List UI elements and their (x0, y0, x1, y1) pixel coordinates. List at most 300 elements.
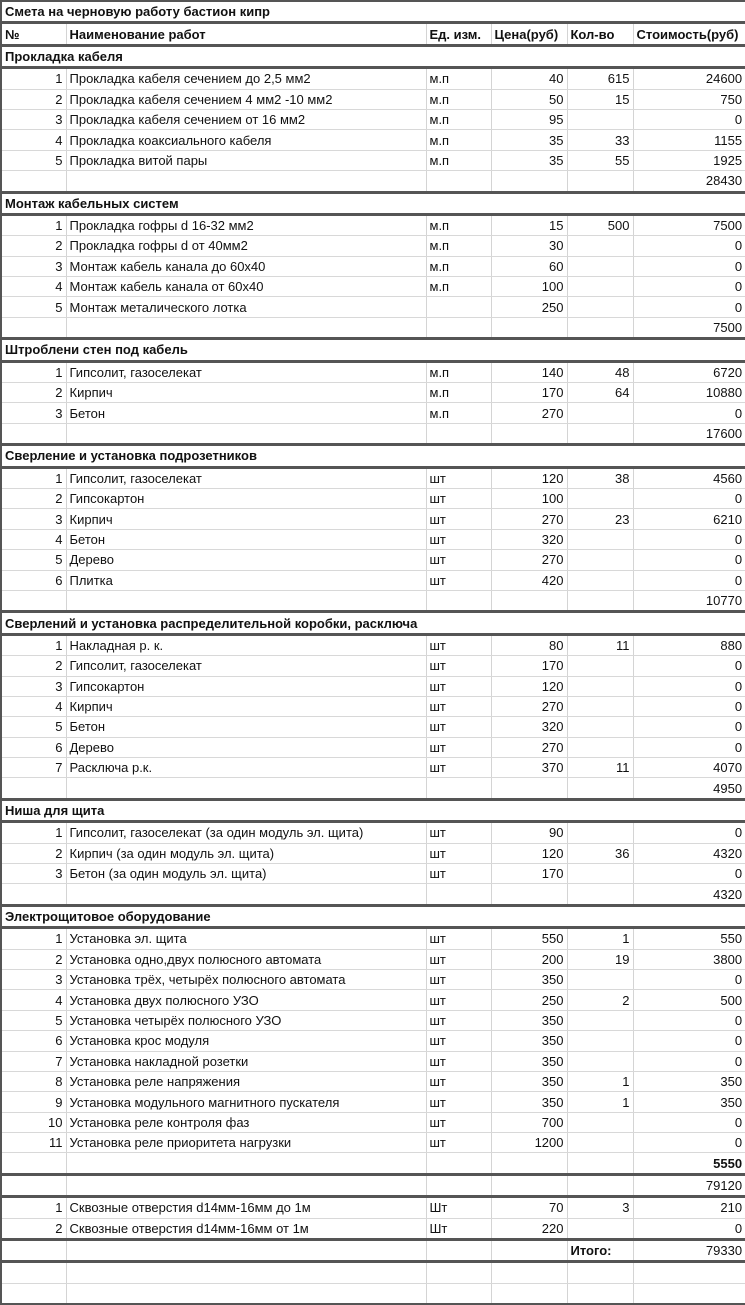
cell-price[interactable]: 350 (491, 1051, 567, 1071)
cell-num[interactable]: 2 (1, 843, 66, 863)
cell-qty[interactable]: 19 (567, 949, 633, 969)
cell-qty[interactable] (567, 277, 633, 297)
cell-qty[interactable] (567, 1031, 633, 1051)
empty-cell[interactable] (426, 884, 491, 905)
cell-price[interactable]: 370 (491, 758, 567, 778)
cell-unit[interactable]: шт (426, 1031, 491, 1051)
section-title[interactable]: Прокладка кабеля (1, 45, 745, 67)
empty-cell[interactable] (491, 1240, 567, 1262)
empty-cell[interactable] (426, 423, 491, 444)
cell-qty[interactable]: 615 (567, 68, 633, 89)
cell-unit[interactable]: шт (426, 1071, 491, 1091)
cell-name[interactable]: Гипсокартон (66, 488, 426, 508)
empty-cell[interactable] (1, 778, 66, 799)
cell-qty[interactable]: 38 (567, 467, 633, 488)
cell-unit[interactable]: шт (426, 696, 491, 716)
cell-name[interactable]: Кирпич (66, 383, 426, 403)
cell-num[interactable]: 2 (1, 949, 66, 969)
cell-qty[interactable] (567, 1010, 633, 1030)
cell-qty[interactable]: 11 (567, 634, 633, 655)
cell-name[interactable]: Расключа р.к. (66, 758, 426, 778)
empty-cell[interactable] (66, 884, 426, 905)
cell-qty[interactable] (567, 109, 633, 129)
cell-cost[interactable]: 0 (633, 1133, 745, 1153)
cell-name[interactable]: Прокладка витой пары (66, 150, 426, 170)
section-title[interactable]: Ниша для щита (1, 799, 745, 821)
empty-cell[interactable] (567, 171, 633, 192)
cell-num[interactable]: 1 (1, 68, 66, 89)
cell-name[interactable]: Плитка (66, 570, 426, 590)
cell-price[interactable]: 120 (491, 843, 567, 863)
empty-cell[interactable] (426, 1283, 491, 1304)
cell-unit[interactable]: шт (426, 529, 491, 549)
cell-cost[interactable]: 210 (633, 1197, 745, 1218)
cell-cost[interactable]: 0 (633, 570, 745, 590)
cell-qty[interactable] (567, 570, 633, 590)
cell-unit[interactable]: м.п (426, 109, 491, 129)
cell-unit[interactable]: шт (426, 570, 491, 590)
cell-cost[interactable]: 6720 (633, 361, 745, 382)
cell-qty[interactable]: 23 (567, 509, 633, 529)
header-num[interactable]: № (1, 23, 66, 45)
cell-qty[interactable]: 2 (567, 990, 633, 1010)
cell-cost[interactable]: 0 (633, 717, 745, 737)
cell-cost[interactable]: 550 (633, 928, 745, 949)
cell-name[interactable]: Кирпич (за один модуль эл. щита) (66, 843, 426, 863)
cell-cost[interactable]: 4560 (633, 467, 745, 488)
cell-price[interactable]: 270 (491, 403, 567, 423)
cell-price[interactable]: 700 (491, 1112, 567, 1132)
cell-price[interactable]: 30 (491, 236, 567, 256)
cell-qty[interactable]: 1 (567, 1071, 633, 1091)
empty-cell[interactable] (567, 1262, 633, 1283)
cell-qty[interactable] (567, 236, 633, 256)
cell-unit[interactable]: шт (426, 1010, 491, 1030)
cell-qty[interactable] (567, 656, 633, 676)
cell-unit[interactable]: шт (426, 990, 491, 1010)
cell-name[interactable]: Накладная р. к. (66, 634, 426, 655)
cell-price[interactable]: 120 (491, 676, 567, 696)
cell-num[interactable]: 6 (1, 737, 66, 757)
cell-price[interactable]: 350 (491, 1010, 567, 1030)
cell-name[interactable]: Прокладка коаксиального кабеля (66, 130, 426, 150)
cell-price[interactable]: 140 (491, 361, 567, 382)
cell-unit[interactable]: шт (426, 656, 491, 676)
cell-qty[interactable] (567, 737, 633, 757)
empty-cell[interactable] (567, 317, 633, 338)
cell-num[interactable]: 3 (1, 109, 66, 129)
section-title[interactable]: Сверлений и установка распределительной коробки, расключа (1, 612, 745, 634)
cell-price[interactable]: 270 (491, 550, 567, 570)
empty-cell[interactable] (66, 171, 426, 192)
cell-num[interactable]: 4 (1, 277, 66, 297)
cell-name[interactable]: Прокладка кабеля сечением до 2,5 мм2 (66, 68, 426, 89)
cell-name[interactable]: Установка накладной розетки (66, 1051, 426, 1071)
cell-cost[interactable]: 0 (633, 656, 745, 676)
cell-price[interactable]: 60 (491, 256, 567, 276)
empty-cell[interactable] (426, 317, 491, 338)
cell-name[interactable]: Установка реле контроля фаз (66, 1112, 426, 1132)
cell-num[interactable]: 11 (1, 1133, 66, 1153)
empty-cell[interactable] (491, 317, 567, 338)
cell-unit[interactable]: шт (426, 843, 491, 863)
cell-unit[interactable] (426, 297, 491, 317)
cell-qty[interactable] (567, 403, 633, 423)
cell-name[interactable]: Гипсолит, газоселекат (66, 361, 426, 382)
cell-name[interactable]: Установка крос модуля (66, 1031, 426, 1051)
cell-qty[interactable]: 500 (567, 214, 633, 235)
section-subtotal[interactable]: 28430 (633, 171, 745, 192)
cell-qty[interactable]: 3 (567, 1197, 633, 1218)
cell-price[interactable]: 170 (491, 383, 567, 403)
header-cost[interactable]: Стоимость(руб) (633, 23, 745, 45)
cell-num[interactable]: 4 (1, 696, 66, 716)
cell-cost[interactable]: 6210 (633, 509, 745, 529)
cell-num[interactable]: 3 (1, 864, 66, 884)
cell-unit[interactable]: м.п (426, 68, 491, 89)
header-unit[interactable]: Ед. изм. (426, 23, 491, 45)
cell-qty[interactable] (567, 1133, 633, 1153)
empty-cell[interactable] (567, 778, 633, 799)
cell-cost[interactable]: 0 (633, 297, 745, 317)
empty-cell[interactable] (426, 1240, 491, 1262)
cell-price[interactable]: 1200 (491, 1133, 567, 1153)
empty-cell[interactable] (491, 423, 567, 444)
cell-cost[interactable]: 0 (633, 676, 745, 696)
cell-name[interactable]: Гипсолит, газоселекат (за один модуль эл. щита) (66, 822, 426, 843)
cell-name[interactable]: Прокладка кабеля сечением 4 мм2 -10 мм2 (66, 89, 426, 109)
cell-qty[interactable] (567, 676, 633, 696)
empty-cell[interactable] (567, 884, 633, 905)
cell-unit[interactable]: шт (426, 467, 491, 488)
section-title[interactable]: Электрощитовое оборудование (1, 905, 745, 927)
cell-unit[interactable]: шт (426, 488, 491, 508)
cell-num[interactable]: 7 (1, 1051, 66, 1071)
grand-total[interactable]: 79120 (633, 1174, 745, 1196)
cell-cost[interactable]: 350 (633, 1092, 745, 1112)
header-qty[interactable]: Кол-во (567, 23, 633, 45)
cell-price[interactable]: 250 (491, 990, 567, 1010)
empty-cell[interactable] (66, 1174, 426, 1196)
cell-qty[interactable] (567, 529, 633, 549)
cell-qty[interactable] (567, 488, 633, 508)
cell-num[interactable]: 7 (1, 758, 66, 778)
cell-unit[interactable]: Шт (426, 1197, 491, 1218)
empty-cell[interactable] (66, 590, 426, 611)
cell-cost[interactable]: 0 (633, 1051, 745, 1071)
empty-cell[interactable] (426, 1153, 491, 1174)
section-title[interactable]: Монтаж кабельных систем (1, 192, 745, 214)
empty-cell[interactable] (1, 423, 66, 444)
cell-qty[interactable] (567, 1218, 633, 1239)
cell-cost[interactable]: 750 (633, 89, 745, 109)
empty-cell[interactable] (66, 1262, 426, 1283)
empty-cell[interactable] (1, 590, 66, 611)
empty-cell[interactable] (633, 1283, 745, 1304)
cell-unit[interactable]: шт (426, 758, 491, 778)
cell-unit[interactable]: Шт (426, 1218, 491, 1239)
section-title[interactable]: Штроблени стен под кабель (1, 339, 745, 361)
cell-qty[interactable]: 1 (567, 928, 633, 949)
cell-cost[interactable]: 10880 (633, 383, 745, 403)
cell-unit[interactable]: шт (426, 1112, 491, 1132)
cell-cost[interactable]: 0 (633, 969, 745, 989)
cell-price[interactable]: 100 (491, 488, 567, 508)
cell-unit[interactable]: м.п (426, 130, 491, 150)
cell-name[interactable]: Установка модульного магнитного пускателя (66, 1092, 426, 1112)
cell-name[interactable]: Сквозные отверстия d14мм-16мм от 1м (66, 1218, 426, 1239)
cell-cost[interactable]: 0 (633, 529, 745, 549)
cell-cost[interactable]: 0 (633, 1112, 745, 1132)
cell-name[interactable]: Дерево (66, 737, 426, 757)
cell-unit[interactable]: м.п (426, 383, 491, 403)
section-subtotal[interactable]: 4320 (633, 884, 745, 905)
cell-name[interactable]: Бетон (66, 717, 426, 737)
cell-price[interactable]: 420 (491, 570, 567, 590)
cell-num[interactable]: 9 (1, 1092, 66, 1112)
cell-price[interactable]: 35 (491, 150, 567, 170)
cell-num[interactable]: 2 (1, 236, 66, 256)
cell-price[interactable]: 250 (491, 297, 567, 317)
cell-num[interactable]: 3 (1, 676, 66, 696)
cell-name[interactable]: Гипсолит, газоселекат (66, 656, 426, 676)
cell-name[interactable]: Прокладка гофры d от 40мм2 (66, 236, 426, 256)
cell-name[interactable]: Сквозные отверстия d14мм-16мм до 1м (66, 1197, 426, 1218)
cell-cost[interactable]: 0 (633, 256, 745, 276)
cell-num[interactable]: 1 (1, 928, 66, 949)
cell-price[interactable]: 120 (491, 467, 567, 488)
cell-qty[interactable] (567, 1051, 633, 1071)
empty-cell[interactable] (66, 1153, 426, 1174)
cell-unit[interactable]: м.п (426, 236, 491, 256)
cell-cost[interactable]: 0 (633, 403, 745, 423)
cell-num[interactable]: 1 (1, 1197, 66, 1218)
cell-num[interactable]: 6 (1, 1031, 66, 1051)
empty-cell[interactable] (66, 1240, 426, 1262)
cell-name[interactable]: Установка двух полюсного УЗО (66, 990, 426, 1010)
cell-num[interactable]: 2 (1, 1218, 66, 1239)
cell-price[interactable]: 40 (491, 68, 567, 89)
empty-cell[interactable] (491, 171, 567, 192)
cell-price[interactable]: 95 (491, 109, 567, 129)
cell-name[interactable]: Гипсолит, газоселекат (66, 467, 426, 488)
cell-name[interactable]: Бетон (66, 529, 426, 549)
empty-cell[interactable] (66, 317, 426, 338)
cell-unit[interactable]: шт (426, 928, 491, 949)
empty-cell[interactable] (66, 1283, 426, 1304)
cell-num[interactable]: 2 (1, 488, 66, 508)
cell-price[interactable]: 350 (491, 969, 567, 989)
cell-name[interactable]: Установка трёх, четырёх полюсного автомата (66, 969, 426, 989)
cell-qty[interactable]: 15 (567, 89, 633, 109)
cell-cost[interactable]: 7500 (633, 214, 745, 235)
empty-cell[interactable] (1, 171, 66, 192)
cell-num[interactable]: 4 (1, 130, 66, 150)
cell-qty[interactable] (567, 864, 633, 884)
cell-name[interactable]: Установка четырёх полюсного УЗО (66, 1010, 426, 1030)
cell-unit[interactable]: м.п (426, 89, 491, 109)
cell-num[interactable]: 3 (1, 509, 66, 529)
cell-name[interactable]: Монтаж металического лотка (66, 297, 426, 317)
cell-price[interactable]: 550 (491, 928, 567, 949)
header-price[interactable]: Цена(руб) (491, 23, 567, 45)
cell-price[interactable]: 80 (491, 634, 567, 655)
cell-name[interactable]: Установка эл. щита (66, 928, 426, 949)
cell-qty[interactable] (567, 969, 633, 989)
section-subtotal[interactable]: 7500 (633, 317, 745, 338)
cell-cost[interactable]: 0 (633, 1010, 745, 1030)
empty-cell[interactable] (491, 1174, 567, 1196)
cell-cost[interactable]: 3800 (633, 949, 745, 969)
cell-price[interactable]: 50 (491, 89, 567, 109)
cell-unit[interactable]: м.п (426, 256, 491, 276)
empty-cell[interactable] (491, 1262, 567, 1283)
cell-cost[interactable]: 4070 (633, 758, 745, 778)
empty-cell[interactable] (426, 778, 491, 799)
empty-cell[interactable] (567, 1174, 633, 1196)
empty-cell[interactable] (567, 423, 633, 444)
section-subtotal[interactable]: 17600 (633, 423, 745, 444)
cell-num[interactable]: 5 (1, 1010, 66, 1030)
cell-price[interactable]: 170 (491, 656, 567, 676)
cell-qty[interactable] (567, 822, 633, 843)
cell-num[interactable]: 1 (1, 361, 66, 382)
empty-cell[interactable] (426, 1262, 491, 1283)
cell-price[interactable]: 350 (491, 1092, 567, 1112)
empty-cell[interactable] (567, 590, 633, 611)
empty-cell[interactable] (1, 1174, 66, 1196)
cell-num[interactable]: 1 (1, 214, 66, 235)
cell-qty[interactable] (567, 550, 633, 570)
cell-qty[interactable]: 36 (567, 843, 633, 863)
cell-name[interactable]: Кирпич (66, 509, 426, 529)
empty-cell[interactable] (1, 317, 66, 338)
cell-price[interactable]: 270 (491, 509, 567, 529)
cell-num[interactable]: 3 (1, 969, 66, 989)
cell-cost[interactable]: 500 (633, 990, 745, 1010)
cell-num[interactable]: 3 (1, 403, 66, 423)
cell-name[interactable]: Бетон (66, 403, 426, 423)
cell-name[interactable]: Дерево (66, 550, 426, 570)
sheet-title[interactable]: Смета на черновую работу бастион кипр (1, 1, 745, 23)
cell-cost[interactable]: 0 (633, 696, 745, 716)
cell-num[interactable]: 2 (1, 89, 66, 109)
cell-num[interactable]: 3 (1, 256, 66, 276)
cell-unit[interactable]: шт (426, 864, 491, 884)
section-subtotal[interactable]: 4950 (633, 778, 745, 799)
cell-unit[interactable]: м.п (426, 150, 491, 170)
empty-cell[interactable] (66, 778, 426, 799)
empty-cell[interactable] (1, 1240, 66, 1262)
cell-num[interactable]: 4 (1, 990, 66, 1010)
cell-num[interactable]: 8 (1, 1071, 66, 1091)
cell-cost[interactable]: 0 (633, 1031, 745, 1051)
cell-price[interactable]: 270 (491, 737, 567, 757)
cell-num[interactable]: 1 (1, 822, 66, 843)
cell-qty[interactable]: 55 (567, 150, 633, 170)
cell-num[interactable]: 5 (1, 297, 66, 317)
cell-cost[interactable]: 0 (633, 864, 745, 884)
cell-name[interactable]: Прокладка кабеля сечением от 16 мм2 (66, 109, 426, 129)
cell-cost[interactable]: 350 (633, 1071, 745, 1091)
cell-num[interactable]: 1 (1, 634, 66, 655)
cell-cost[interactable]: 0 (633, 277, 745, 297)
cell-price[interactable]: 350 (491, 1031, 567, 1051)
cell-qty[interactable]: 1 (567, 1092, 633, 1112)
cell-unit[interactable]: шт (426, 676, 491, 696)
empty-cell[interactable] (1, 1153, 66, 1174)
total-label[interactable]: Итого: (567, 1240, 633, 1262)
cell-unit[interactable]: шт (426, 737, 491, 757)
empty-cell[interactable] (426, 1174, 491, 1196)
cell-name[interactable]: Установка одно,двух полюсного автомата (66, 949, 426, 969)
cell-num[interactable]: 5 (1, 550, 66, 570)
cell-num[interactable]: 1 (1, 467, 66, 488)
cell-unit[interactable]: шт (426, 822, 491, 843)
empty-cell[interactable] (426, 171, 491, 192)
cell-price[interactable]: 35 (491, 130, 567, 150)
cell-price[interactable]: 220 (491, 1218, 567, 1239)
cell-qty[interactable]: 33 (567, 130, 633, 150)
cell-name[interactable]: Монтаж кабель канала от 60х40 (66, 277, 426, 297)
cell-qty[interactable] (567, 256, 633, 276)
cell-num[interactable]: 10 (1, 1112, 66, 1132)
cell-price[interactable]: 320 (491, 529, 567, 549)
empty-cell[interactable] (491, 590, 567, 611)
cell-qty[interactable]: 11 (567, 758, 633, 778)
cell-qty[interactable]: 64 (567, 383, 633, 403)
cell-price[interactable]: 100 (491, 277, 567, 297)
empty-cell[interactable] (567, 1153, 633, 1174)
cell-unit[interactable]: шт (426, 550, 491, 570)
cell-cost[interactable]: 4320 (633, 843, 745, 863)
cell-num[interactable]: 6 (1, 570, 66, 590)
section-subtotal[interactable]: 5550 (633, 1153, 745, 1174)
section-subtotal[interactable]: 10770 (633, 590, 745, 611)
empty-cell[interactable] (426, 590, 491, 611)
cell-num[interactable]: 2 (1, 656, 66, 676)
cell-qty[interactable] (567, 1112, 633, 1132)
cell-name[interactable]: Монтаж кабель канала до 60х40 (66, 256, 426, 276)
empty-cell[interactable] (491, 778, 567, 799)
empty-cell[interactable] (1, 1262, 66, 1283)
cell-num[interactable]: 5 (1, 717, 66, 737)
total-value[interactable]: 79330 (633, 1240, 745, 1262)
cell-name[interactable]: Установка реле напряжения (66, 1071, 426, 1091)
cell-price[interactable]: 70 (491, 1197, 567, 1218)
empty-cell[interactable] (491, 1283, 567, 1304)
empty-cell[interactable] (1, 884, 66, 905)
cell-cost[interactable]: 1925 (633, 150, 745, 170)
cell-price[interactable]: 90 (491, 822, 567, 843)
cell-cost[interactable]: 0 (633, 822, 745, 843)
empty-cell[interactable] (567, 1283, 633, 1304)
cell-cost[interactable]: 880 (633, 634, 745, 655)
cell-cost[interactable]: 0 (633, 737, 745, 757)
cell-unit[interactable]: шт (426, 949, 491, 969)
cell-unit[interactable]: м.п (426, 277, 491, 297)
empty-cell[interactable] (633, 1262, 745, 1283)
cell-cost[interactable]: 1155 (633, 130, 745, 150)
cell-cost[interactable]: 24600 (633, 68, 745, 89)
cell-name[interactable]: Прокладка гофры d 16-32 мм2 (66, 214, 426, 235)
empty-cell[interactable] (491, 884, 567, 905)
cell-num[interactable]: 5 (1, 150, 66, 170)
cell-price[interactable]: 350 (491, 1071, 567, 1091)
cell-qty[interactable] (567, 696, 633, 716)
cell-price[interactable]: 200 (491, 949, 567, 969)
cell-num[interactable]: 4 (1, 529, 66, 549)
